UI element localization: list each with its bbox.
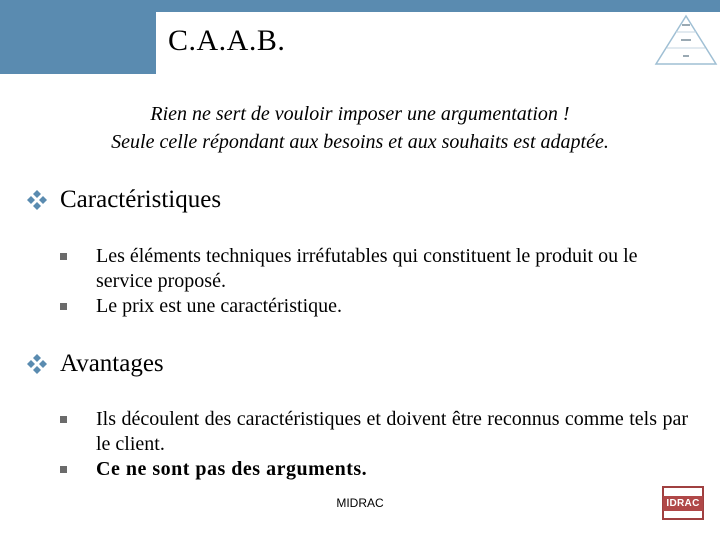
section-heading [26,350,164,378]
bullet-text: Le prix est une caractéristique. [96,295,342,317]
pyramid-icon [654,14,718,66]
square-bullet-icon [60,303,67,310]
slide-title: C.A.A.B. [168,24,286,57]
diamond-bullet-icon [26,353,48,375]
intro-text [0,100,720,156]
bullet-list [56,407,688,482]
list-item [56,294,688,319]
bullet-list [56,244,688,319]
section-title: Caractéristiques [60,186,222,213]
square-bullet-icon [60,466,67,473]
list-item [56,244,688,294]
list-item [56,457,688,482]
list-item [56,407,688,457]
bullet-text: Ils découlent des caractéristiques et doivent être reconnus comme tels par le client. [96,408,688,455]
intro-line: Seule celle répondant aux besoins et aux souhaits est adaptée. [111,131,609,153]
footer-text: MIDRAC [336,496,384,510]
header-block [0,0,156,74]
header-square [100,60,112,72]
logo-text: IDRAC [663,496,702,511]
section-title: Avantages [60,350,164,377]
header-square [120,60,132,72]
bullet-text: Les éléments techniques irréfutables qui constituent le produit ou le service proposé. [96,245,638,292]
header-square [138,60,150,72]
diamond-bullet-icon [26,189,48,211]
section-heading [26,186,221,214]
square-bullet-icon [60,416,67,423]
intro-line: Rien ne sert de vouloir imposer une argumentation ! [150,103,570,125]
bullet-text: Ce ne sont pas des arguments. [96,458,368,480]
square-bullet-icon [60,253,67,260]
idrac-logo [662,486,704,520]
